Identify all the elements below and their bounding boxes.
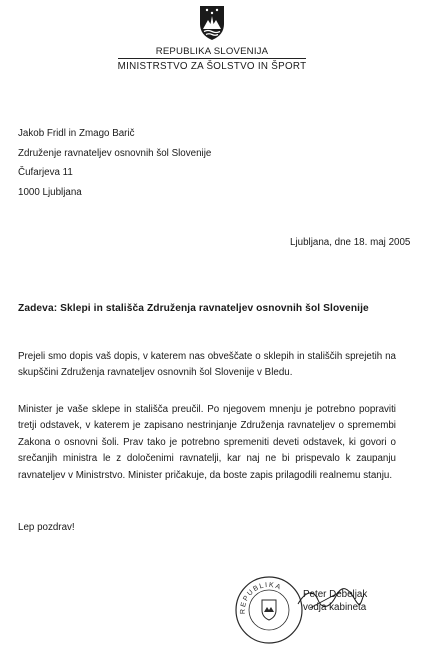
body-paragraph-2: Minister je vaše sklepe in stališča preučil. Po njegovem mnenju je potrebno popraviti tretji odstavek, v katerem je zapisano nestrinjanje Združenja ravnateljev o spremembi Zakona o osnovni šoli. Prav tako je potrebno spremeniti deveti odstavek, ki govori o srečanjih ministra le z določenimi ravnatelji, kar naj ne bi prispevalo k zaupanju ravnateljev v Ministrstvo. Minister pričakuje, da boste zapis prilagodili realnemu stanju.	[18, 404, 396, 481]
letterhead-divider	[118, 58, 306, 59]
letter-subject: Zadeva: Sklepi in stališča Združenja ravnateljev osnovnih šol Slovenije	[18, 303, 369, 314]
letter-date: Ljubljana, dne 18. maj 2005	[290, 237, 411, 248]
coat-of-arms-icon	[197, 4, 227, 42]
signatory-name: Peter Debeljak	[303, 589, 368, 600]
recipient-name: Jakob Fridl in Zmago Barič	[18, 128, 135, 139]
recipient-street: Čufarjeva 11	[18, 167, 73, 178]
letterhead-republic: REPUBLIKA SLOVENIJA	[155, 46, 269, 57]
body-paragraph-1: Prejeli smo dopis vaš dopis, v katerem nas obveščate o sklepih in stališčih sprejetih na skupščini Združenja ravnateljev osnovnih šol Slovenije v Bledu.	[18, 351, 396, 379]
closing-greeting: Lep pozdrav!	[18, 522, 75, 533]
letterhead-ministry: MINISTRSTVO ZA ŠOLSTVO IN ŠPORT	[117, 61, 307, 72]
recipient-city: 1000 Ljubljana	[18, 186, 82, 198]
signatory	[303, 588, 367, 614]
recipient-organization: Združenje ravnateljev osnovnih šol Slovenije	[18, 147, 212, 159]
signatory-title: vodja kabineta	[303, 602, 367, 613]
official-stamp	[233, 574, 305, 646]
stamp-text: REPUBLIKA	[239, 581, 283, 615]
recipient-address	[18, 124, 211, 202]
